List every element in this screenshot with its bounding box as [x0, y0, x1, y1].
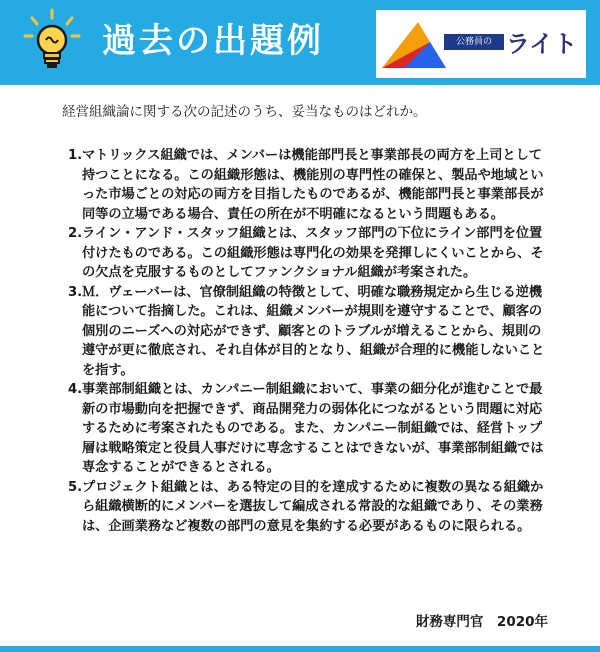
- logo-subtitle: 公務員の: [444, 34, 504, 50]
- answer-list: [58, 146, 554, 536]
- list-item: [58, 380, 554, 478]
- item-text: ライン・アンド・スタッフ組織とは、スタッフ部門の下位にライン部門を位置付けたものである。この組織形態は専門化の効果を発揮しにくいことから、その欠点を克服するものとしてファンクショナル組織が考案された。: [82, 226, 544, 280]
- item-number: 3.: [68, 284, 83, 300]
- item-number: 2.: [68, 226, 83, 241]
- list-item: [58, 478, 554, 537]
- logo-text: ライト: [506, 30, 578, 58]
- list-item: [58, 146, 554, 224]
- logo-mark-icon: [378, 18, 450, 74]
- list-item: [58, 283, 554, 381]
- page-title: 過去の出題例: [102, 21, 324, 61]
- item-text: マトリックス組織では、メンバーは機能部門長と事業部長の両方を上司として持つことになる。この組織形態は、機能別の専門性の確保と、製品や地域といった市場ごとの対応の両方を目指したものであるが、機能部門長と事業部長が同等の立場である場合、責任の所在が不明確になるという問題もある。: [82, 148, 544, 222]
- item-text: プロジェクト組織とは、ある特定の目的を達成するために複数の異なる組織から組織横断的にメンバーを選抜して編成される常設的な組織であり、その業務は、企画業務など複数の部門の意見を集約する必要があるものに限られる。: [82, 479, 544, 534]
- item-text: 事業部制組織とは、カンパニー制組織において、事業の細分化が進むことで最新の市場動向を把握できず、商品開発力の弱体化につながるという問題に対応するために考案されたものである。また、カンパニー制組織では、経営トップ層は戦略策定と役員人事だけに専念することはできないが、事業部制組織では専念することができるとされる。: [82, 382, 544, 475]
- list-item: [58, 224, 554, 283]
- item-number: 5.: [68, 479, 83, 495]
- lightbulb-icon: [22, 8, 82, 72]
- item-text: Ｍ．ヴェーバーは、官僚制組織の特徴として、明確な職務規定から生じる逆機能について指摘した。これは、組織メンバーが規則を遵守することで、顧客の個別のニーズへの対応ができず、顧客とのトラブルが増えることから、規則の遵守が更に徹底され、それ自体が目的となり、組織が合理的に機能しないことを指す。: [82, 284, 545, 378]
- brand-logo: [376, 10, 586, 78]
- question-text: 経営組織論に関する次の記述のうち、妥当なものはどれか。: [62, 104, 427, 120]
- bottom-bar: [0, 646, 600, 652]
- item-number: 4.: [68, 382, 83, 397]
- header-banner: [0, 0, 600, 85]
- exam-source: 財務専門官 2020年: [415, 614, 548, 630]
- item-number: 1.: [68, 148, 83, 163]
